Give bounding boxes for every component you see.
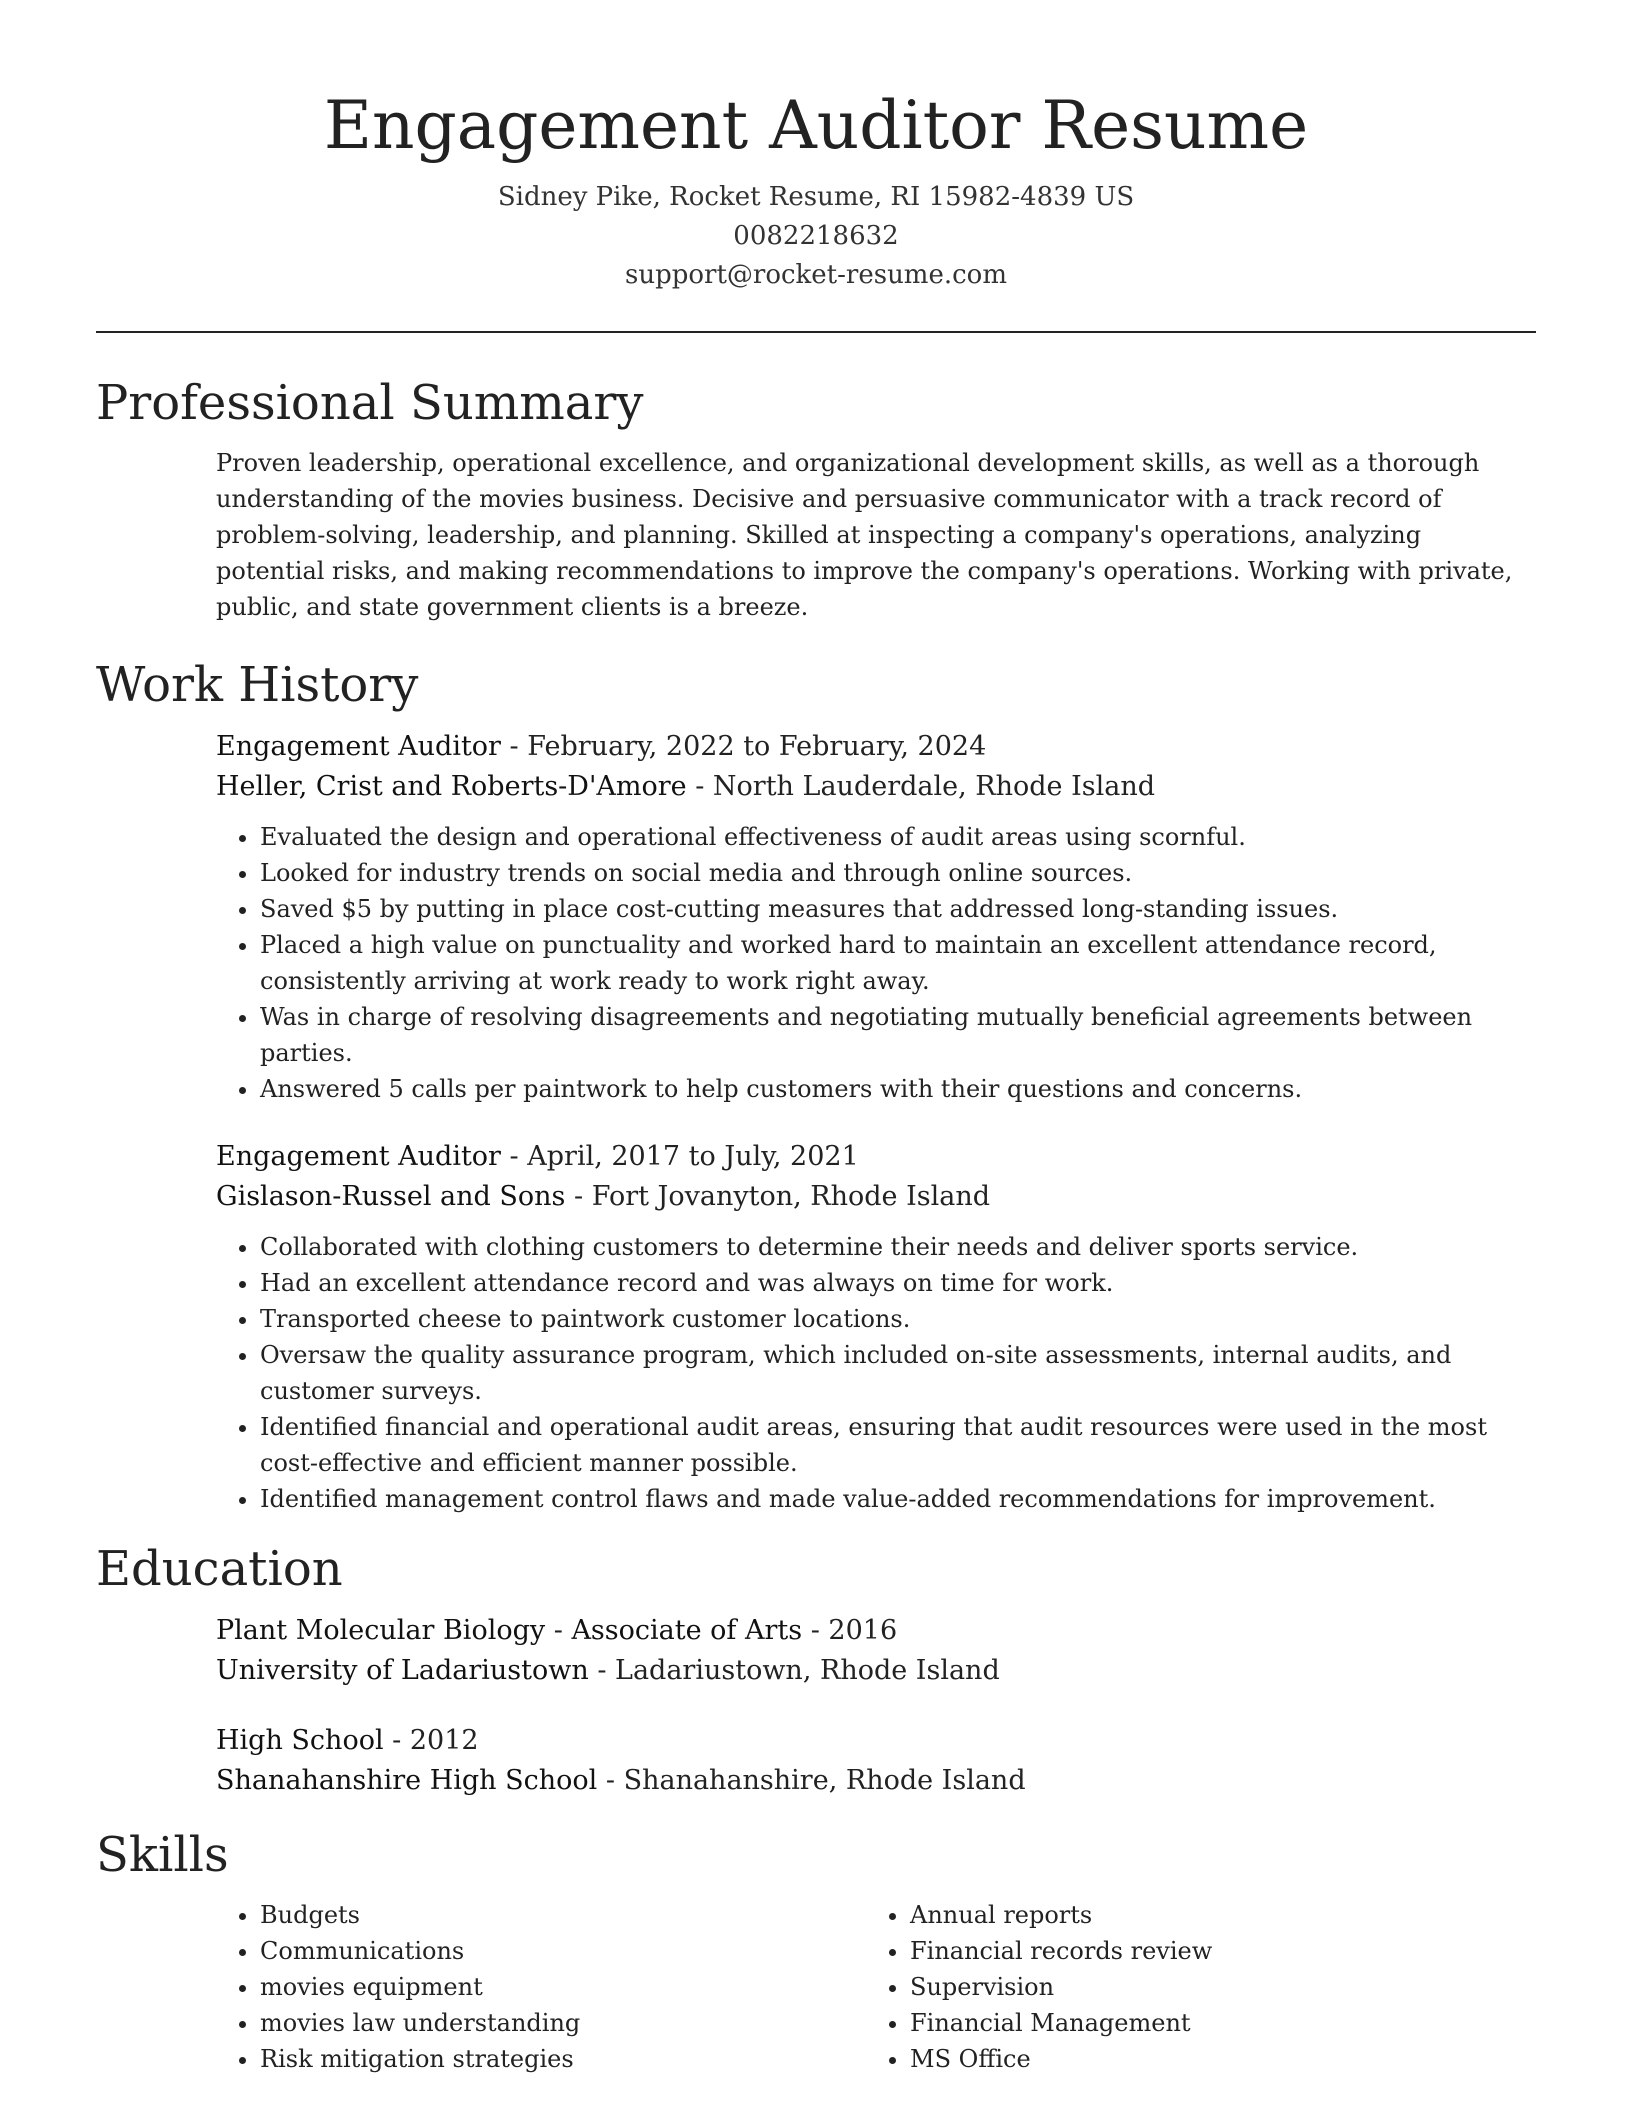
list-item: • Identified financial and operational audit areas, ensuring that audit resources were used in the most cost-effective and efficient manner possible.	[260, 1409, 1536, 1481]
education-location: - Shanahanshire, Rhode Island	[597, 1765, 1026, 1796]
education-field: Plant Molecular Biology	[216, 1615, 546, 1646]
list-item: • movies equipment	[260, 1969, 866, 2005]
education-school-line	[216, 1651, 1536, 1691]
education-year: - 2016	[802, 1615, 898, 1646]
summary-heading: Professional Summary	[96, 375, 644, 431]
education-degree-line	[216, 1721, 1536, 1761]
job-bullet-list	[216, 1229, 1536, 1517]
list-item: • Transported cheese to paintwork customer locations.	[260, 1301, 1536, 1337]
skills-list-right	[866, 1897, 1516, 2077]
list-item: • movies law understanding	[260, 2005, 866, 2041]
resume-header	[96, 0, 1536, 295]
list-item: • Oversaw the quality assurance program, which included on-site assessments, internal audits, and customer surveys.	[260, 1337, 1536, 1409]
work-history-heading: Work History	[96, 657, 419, 713]
contact-email: support@rocket-resume.com	[624, 260, 1007, 290]
job-title: Engagement Auditor	[216, 1141, 501, 1172]
list-item: • Financial Management	[910, 2005, 1516, 2041]
education-separator: -	[545, 1615, 572, 1646]
education-year: - 2012	[383, 1725, 479, 1756]
contact-phone: 0082218632	[733, 221, 899, 251]
resume-title: Engagement Auditor Resume	[323, 87, 1309, 164]
list-item: • Saved $5 by putting in place cost-cutting measures that addressed long-standing issues.	[260, 891, 1536, 927]
list-item: • Supervision	[910, 1969, 1516, 2005]
education-school: Shanahanshire High School	[216, 1765, 598, 1796]
job-entry	[216, 1137, 1536, 1517]
job-dates: - April, 2017 to July, 2021	[500, 1141, 859, 1172]
list-item: • Communications	[260, 1933, 866, 1969]
job-location: - North Lauderdale, Rhode Island	[686, 771, 1156, 802]
job-company-line	[216, 1177, 1536, 1217]
skills-list-left	[216, 1897, 866, 2077]
job-dates: - February, 2022 to February, 2024	[500, 731, 987, 762]
list-item: • Risk mitigation strategies	[260, 2041, 866, 2077]
summary-section	[216, 445, 1536, 625]
education-location: - Ladariustown, Rhode Island	[588, 1655, 1000, 1686]
job-title-line	[216, 1137, 1536, 1177]
education-degree: Associate of Arts	[571, 1615, 803, 1646]
summary-text: Proven leadership, operational excellence, and organizational development skills, as well as a thorough understanding of the movies business. Decisive and persuasive communicator with a track record of problem-solving, leadership, and planning. Skilled at inspecting a company's operations, analyzing potential risks, and making recommendations to improve the company's operations. Working with private, public, and state government clients is a breeze.	[216, 449, 1513, 621]
list-item: • Was in charge of resolving disagreements and negotiating mutually beneficial agreements between parties.	[260, 999, 1536, 1071]
skills-columns	[216, 1897, 1536, 2077]
list-item: • MS Office	[910, 2041, 1516, 2077]
list-item: • Had an excellent attendance record and was always on time for work.	[260, 1265, 1536, 1301]
job-title: Engagement Auditor	[216, 731, 501, 762]
education-degree-line	[216, 1611, 1536, 1651]
job-location: - Fort Jovanyton, Rhode Island	[565, 1181, 991, 1212]
list-item: • Placed a high value on punctuality and worked hard to maintain an excellent attendance record, consistently arriving at work ready to work right away.	[260, 927, 1536, 999]
education-entry	[216, 1721, 1536, 1801]
list-item: • Looked for industry trends on social media and through online sources.	[260, 855, 1536, 891]
skills-heading: Skills	[96, 1827, 229, 1883]
contact-address: Sidney Pike, Rocket Resume, RI 15982-4839 US	[497, 182, 1135, 212]
job-company: Heller, Crist and Roberts-D'Amore	[216, 771, 687, 802]
education-heading: Education	[96, 1541, 343, 1597]
job-company-line	[216, 767, 1536, 807]
list-item: • Evaluated the design and operational effectiveness of audit areas using scornful.	[260, 819, 1536, 855]
education-entry	[216, 1611, 1536, 1691]
education-field: High School	[216, 1725, 384, 1756]
skills-section	[216, 1897, 1536, 2077]
education-school-line	[216, 1761, 1536, 1801]
job-entry	[216, 727, 1536, 1107]
job-bullet-list	[216, 819, 1536, 1107]
list-item: • Identified management control flaws and made value-added recommendations for improvement.	[260, 1481, 1536, 1517]
list-item: • Financial records review	[910, 1933, 1516, 1969]
job-title-line	[216, 727, 1536, 767]
education-school: University of Ladariustown	[216, 1655, 589, 1686]
list-item: • Annual reports	[910, 1897, 1516, 1933]
list-item: • Answered 5 calls per paintwork to help customers with their questions and concerns.	[260, 1071, 1536, 1107]
header-divider	[96, 331, 1536, 333]
list-item: • Budgets	[260, 1897, 866, 1933]
job-company: Gislason-Russel and Sons	[216, 1181, 566, 1212]
resume-page	[96, 0, 1536, 2077]
list-item: • Collaborated with clothing customers to determine their needs and deliver sports service.	[260, 1229, 1536, 1265]
